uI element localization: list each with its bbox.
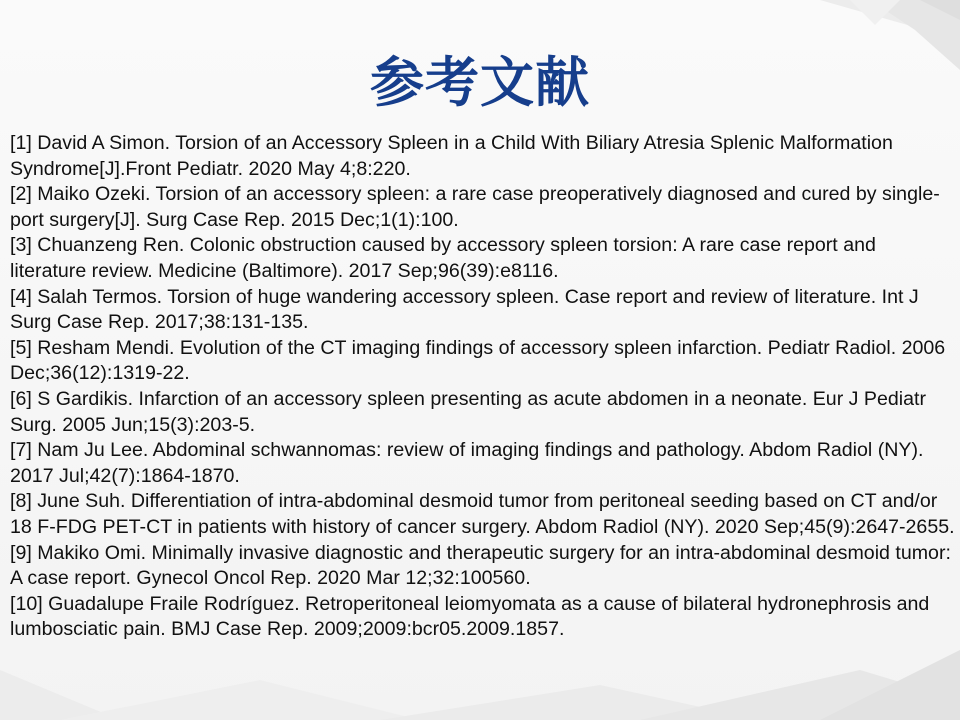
reference-item: [7] Nam Ju Lee. Abdominal schwannomas: review of imaging findings and pathology. Abdom Radiol (NY). 2017 Jul;42(7):1864-1870. bbox=[10, 439, 924, 487]
reference-item: [4] Salah Termos. Torsion of huge wandering accessory spleen. Case report and review of literature. Int J Surg Case Rep. 2017;38:131-135. bbox=[10, 285, 919, 334]
reference-item: [9] Makiko Omi. Minimally invasive diagnostic and therapeutic surgery for an intra-abdominal desmoid tumor: A case report. Gynecol Oncol Rep. 2020 Mar 12;32:100560. bbox=[10, 541, 951, 590]
reference-list bbox=[10, 131, 955, 643]
page-title: 参考文献 bbox=[370, 51, 590, 114]
reference-item: [2] Maiko Ozeki. Torsion of an accessory spleen: a rare case preoperatively diagnosed and cured by single-port surgery[J]. Surg Case Rep. 2015 Dec;1(1):100. bbox=[10, 183, 940, 231]
reference-item: [6] S Gardikis. Infarction of an accessory spleen presenting as acute abdomen in a neonate. Eur J Pediatr Surg. 2005 Jun;15(3):203-5. bbox=[10, 387, 926, 436]
reference-item: [8] June Suh. Differentiation of intra-abdominal desmoid tumor from peritoneal seeding based on CT and/or 18 F-FDG PET-CT in patients with history of cancer surgery. Abdom Radiol (NY). 2020 Sep;45(9):2647-2655. bbox=[10, 490, 955, 538]
reference-item: [1] David A Simon. Torsion of an Accessory Spleen in a Child With Biliary Atresia Splenic Malformation Syndrome[J].Front Pediatr. 2020 May 4;8:220. bbox=[10, 132, 893, 180]
reference-item: [5] Resham Mendi. Evolution of the CT imaging findings of accessory spleen infarction. Pediatr Radiol. 2006 Dec;36(12):1319-22. bbox=[10, 336, 946, 385]
reference-item: [10] Guadalupe Fraile Rodríguez. Retroperitoneal leiomyomata as a cause of bilateral hydronephrosis and lumbosciatic pain. BMJ Case Rep. 2009;2009:bcr05.2009.1857. bbox=[10, 592, 930, 641]
decorative-polygons-bottom bbox=[0, 630, 960, 720]
reference-item: [3] Chuanzeng Ren. Colonic obstruction caused by accessory spleen torsion: A rare case report and literature review. Medicine (Baltimore). 2017 Sep;96(39):e8116. bbox=[10, 234, 876, 282]
